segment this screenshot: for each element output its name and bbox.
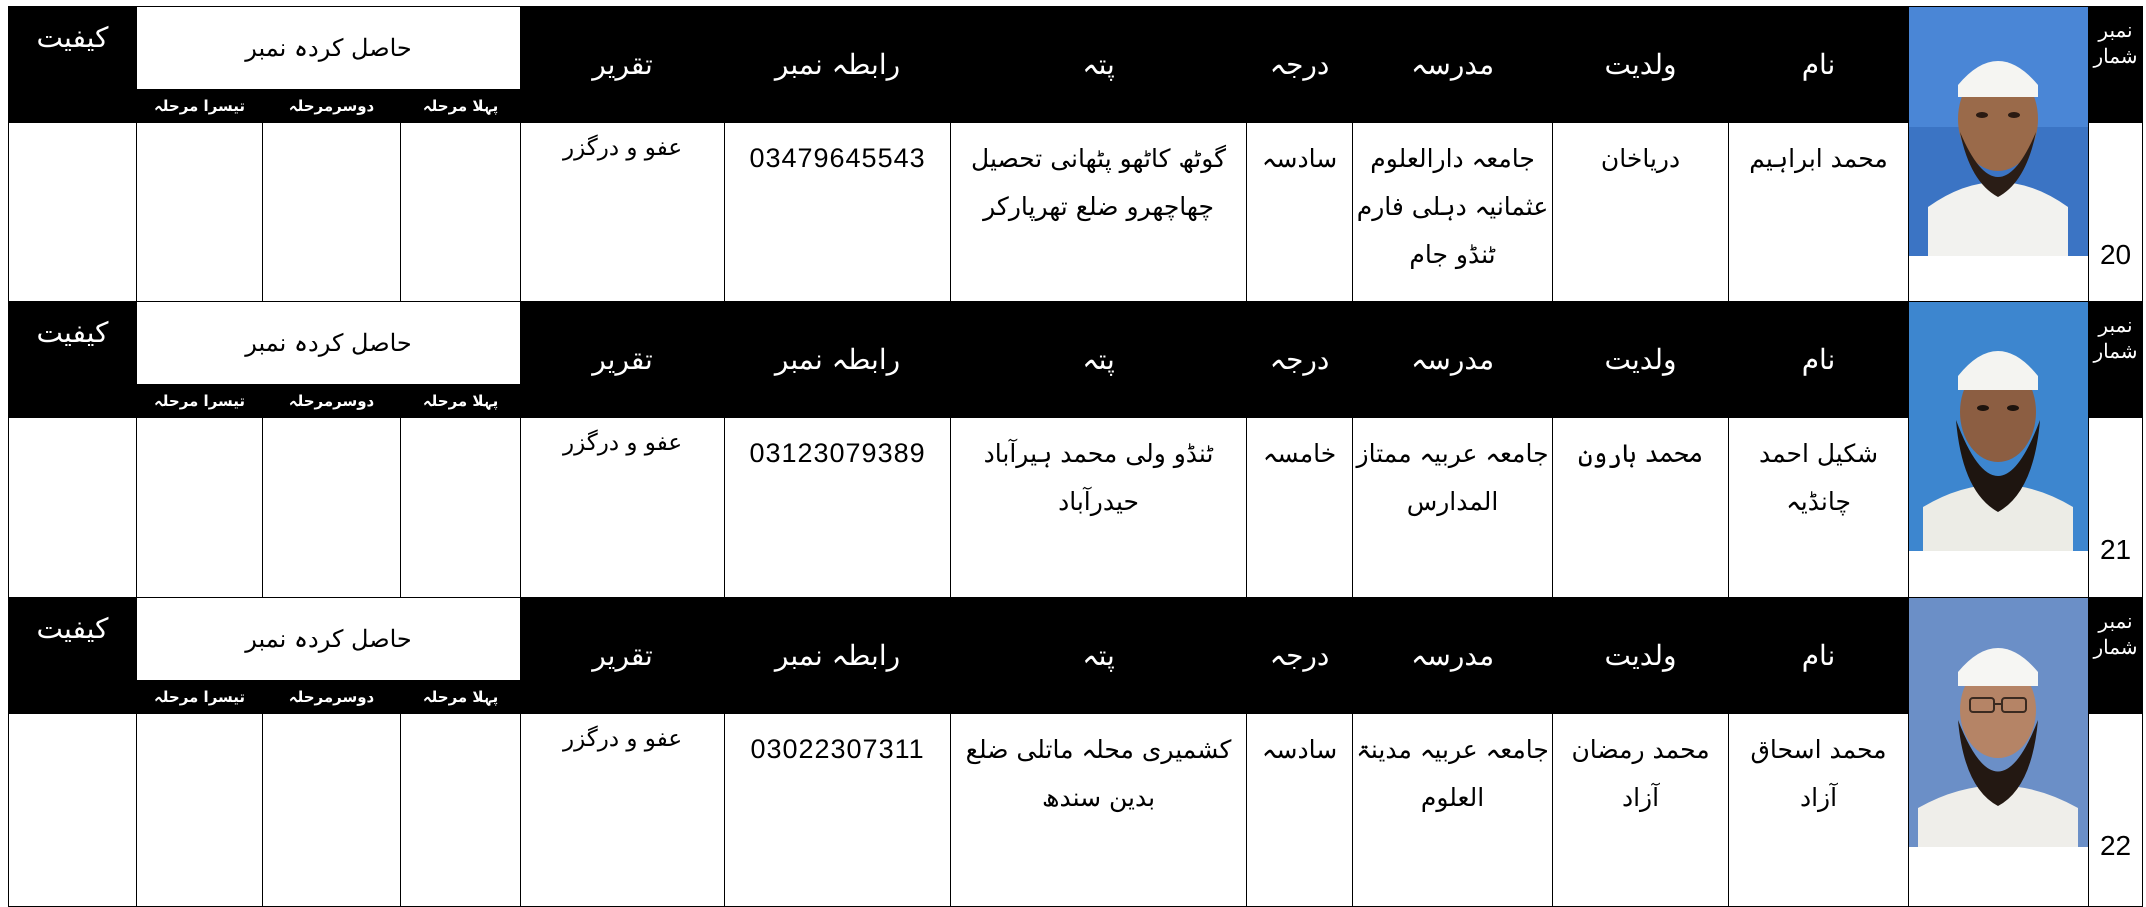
father-header: ولدیت bbox=[1553, 302, 1729, 418]
grade-cell: سادسہ bbox=[1247, 714, 1353, 907]
contact-cell: 03123079389 bbox=[725, 418, 951, 611]
photo-cell bbox=[1909, 598, 2089, 907]
stage2-cell bbox=[263, 714, 401, 907]
obtained-marks-header: حاصل کردہ نمبر bbox=[137, 7, 521, 90]
contact-cell: 03479645543 bbox=[725, 123, 951, 316]
photo bbox=[1909, 7, 2088, 256]
stage2-cell bbox=[263, 418, 401, 611]
serial-header: نمبر شمار bbox=[2089, 598, 2143, 714]
father-cell: محمد رمضان آزاد bbox=[1553, 714, 1729, 907]
obtained-marks-header: حاصل کردہ نمبر bbox=[137, 302, 521, 385]
portrait-photo bbox=[1909, 598, 2088, 847]
name-cell: شکیل احمد چانڈیہ bbox=[1729, 418, 1909, 611]
madrasa-header: مدرسہ bbox=[1353, 7, 1553, 123]
grade-header: درجہ bbox=[1247, 7, 1353, 123]
stage3-cell bbox=[137, 714, 263, 907]
record-row bbox=[8, 597, 2142, 907]
stage2-header: دوسرمرحلہ bbox=[263, 385, 401, 418]
address-header: پتہ bbox=[951, 302, 1247, 418]
madrasa-cell: جامعہ دارالعلوم عثمانیہ دہلی فارم ٹنڈو جام bbox=[1353, 123, 1553, 316]
grade-cell: سادسہ bbox=[1247, 123, 1353, 316]
madrasa-header: مدرسہ bbox=[1353, 598, 1553, 714]
remarks-cell bbox=[9, 714, 137, 907]
father-header: ولدیت bbox=[1553, 598, 1729, 714]
remarks-header: کیفیت bbox=[9, 302, 137, 418]
grade-header: درجہ bbox=[1247, 598, 1353, 714]
taqrir-header: تقریر bbox=[521, 598, 725, 714]
stage1-header: پہلا مرحلہ bbox=[401, 681, 521, 714]
madrasa-cell: جامعہ عربیہ ممتاز المدارس bbox=[1353, 418, 1553, 611]
serial-cell: 22 bbox=[2089, 714, 2143, 907]
photo bbox=[1909, 302, 2088, 551]
record-row bbox=[8, 301, 2142, 611]
taqrir-header: تقریر bbox=[521, 7, 725, 123]
father-header: ولدیت bbox=[1553, 7, 1729, 123]
stage3-header: تیسرا مرحلہ bbox=[137, 681, 263, 714]
father-cell: محمد ہارون bbox=[1553, 418, 1729, 611]
remarks-cell bbox=[9, 418, 137, 611]
taqrir-cell: عفو و درگزر bbox=[521, 123, 725, 316]
stage3-cell bbox=[137, 418, 263, 611]
stage3-header: تیسرا مرحلہ bbox=[137, 90, 263, 123]
name-cell: محمد ابراہیم bbox=[1729, 123, 1909, 316]
photo-cell bbox=[1909, 7, 2089, 316]
grade-cell: خامسہ bbox=[1247, 418, 1353, 611]
serial-header: نمبر شمار bbox=[2089, 302, 2143, 418]
remarks-header: کیفیت bbox=[9, 7, 137, 123]
contact-cell: 03022307311 bbox=[725, 714, 951, 907]
contact-header: رابطہ نمبر bbox=[725, 302, 951, 418]
serial-header: نمبر شمار bbox=[2089, 7, 2143, 123]
taqrir-header: تقریر bbox=[521, 302, 725, 418]
photo bbox=[1909, 598, 2088, 847]
stage1-header: پہلا مرحلہ bbox=[401, 90, 521, 123]
stage2-header: دوسرمرحلہ bbox=[263, 681, 401, 714]
address-cell: ٹنڈو ولی محمد ہیرآباد حیدرآباد bbox=[951, 418, 1247, 611]
madrasa-header: مدرسہ bbox=[1353, 302, 1553, 418]
remarks-header: کیفیت bbox=[9, 598, 137, 714]
grade-header: درجہ bbox=[1247, 302, 1353, 418]
name-cell: محمد اسحاق آزاد bbox=[1729, 714, 1909, 907]
stage3-cell bbox=[137, 123, 263, 316]
stage2-cell bbox=[263, 123, 401, 316]
record-row bbox=[8, 6, 2142, 316]
taqrir-cell: عفو و درگزر bbox=[521, 714, 725, 907]
photo-cell bbox=[1909, 302, 2089, 611]
obtained-marks-header: حاصل کردہ نمبر bbox=[137, 598, 521, 681]
serial-cell: 21 bbox=[2089, 418, 2143, 611]
stage1-header: پہلا مرحلہ bbox=[401, 385, 521, 418]
contact-header: رابطہ نمبر bbox=[725, 598, 951, 714]
madrasa-cell: جامعہ عربیہ مدینۃ العلوم bbox=[1353, 714, 1553, 907]
portrait-photo bbox=[1909, 7, 2088, 256]
contact-header: رابطہ نمبر bbox=[725, 7, 951, 123]
stage1-cell bbox=[401, 714, 521, 907]
address-header: پتہ bbox=[951, 7, 1247, 123]
serial-cell: 20 bbox=[2089, 123, 2143, 316]
name-header: نام bbox=[1729, 302, 1909, 418]
stage2-header: دوسرمرحلہ bbox=[263, 90, 401, 123]
father-cell: دریاخان bbox=[1553, 123, 1729, 316]
stage3-header: تیسرا مرحلہ bbox=[137, 385, 263, 418]
address-header: پتہ bbox=[951, 598, 1247, 714]
remarks-cell bbox=[9, 123, 137, 316]
taqrir-cell: عفو و درگزر bbox=[521, 418, 725, 611]
stage1-cell bbox=[401, 123, 521, 316]
name-header: نام bbox=[1729, 598, 1909, 714]
stage1-cell bbox=[401, 418, 521, 611]
address-cell: کشمیری محلہ ماتلی ضلع بدین سندھ bbox=[951, 714, 1247, 907]
portrait-photo bbox=[1909, 302, 2088, 551]
address-cell: گوٹھ کاٹھو پٹھانی تحصیل چھاچھرو ضلع تھرپارکر bbox=[951, 123, 1247, 316]
name-header: نام bbox=[1729, 7, 1909, 123]
